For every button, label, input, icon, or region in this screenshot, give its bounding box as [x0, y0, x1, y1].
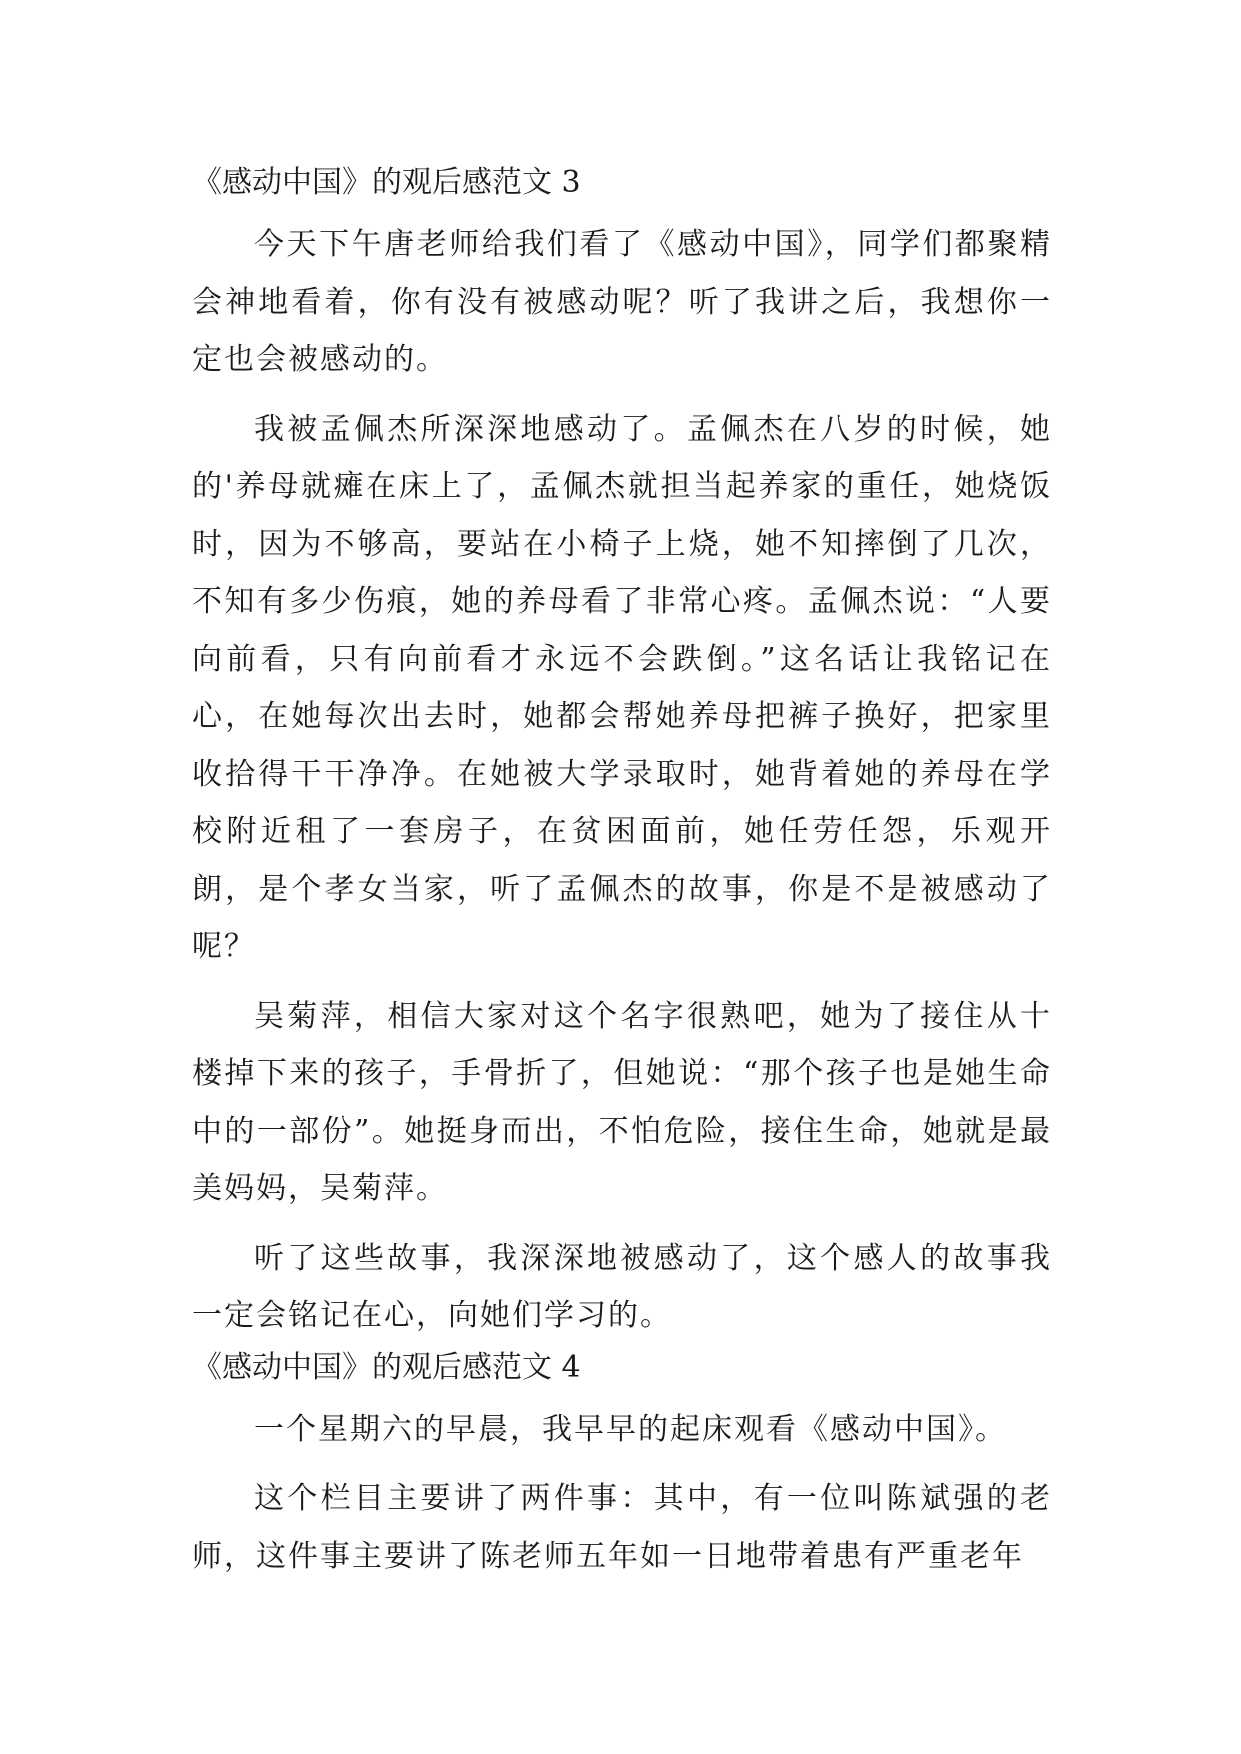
document-page: [192, 160, 1052, 1585]
paragraph: 这个栏目主要讲了两件事：其中，有一位叫陈斌强的老师，这件事主要讲了陈老师五年如一日地带着患有严重老年: [192, 1481, 1052, 1574]
section-heading-3: 《感动中国》的观后感范文 3: [192, 165, 581, 200]
spacer: [192, 1391, 1052, 1401]
paragraph: 一个星期六的早晨，我早早的起床观看《感动中国》。: [254, 1411, 1007, 1447]
spacer: [192, 976, 1052, 988]
spacer: [192, 1218, 1052, 1230]
spacer: [192, 389, 1052, 401]
section-heading-4: 《感动中国》的观后感范文 4: [192, 1349, 581, 1385]
paragraph: 我被孟佩杰所深深地感动了。孟佩杰在八岁的时候，她的'养母就瘫在床上了，孟佩杰就担当起养家的重任，她烧饭时，因为不够高，要站在小椅子上烧，她不知摔倒了几次，不知有多少伤痕，她的养母看了非常心疼。孟佩杰说：“人要向前看，只有向前看才永远不会跌倒。”这名话让我铭记在心，在她每次出去时，她都会帮她养母把裤子换好，把家里收拾得干干净净。在她被大学录取时，她背着她的养母在学校附近租了一套房子，在贫困面前，她任劳任怨，乐观开朗，是个孝女当家，听了孟佩杰的故事，你是不是被感动了呢？: [192, 411, 1052, 964]
paragraph: 吴菊萍，相信大家对这个名字很熟吧，她为了接住从十楼掉下来的孩子，手骨折了，但她说：“那个孩子也是她生命中的一部份”。她挺身而出，不怕危险，接住生命，她就是最美妈妈，吴菊萍。: [192, 998, 1052, 1206]
spacer: [192, 206, 1052, 216]
paragraph: 今天下午唐老师给我们看了《感动中国》，同学们都聚精会神地看着，你有没有被感动呢？听了我讲之后，我想你一定也会被感动的。: [192, 227, 1052, 377]
paragraph: 听了这些故事，我深深地被感动了，这个感人的故事我一定会铭记在心，向她们学习的。: [192, 1240, 1052, 1333]
spacer: [192, 1458, 1052, 1470]
